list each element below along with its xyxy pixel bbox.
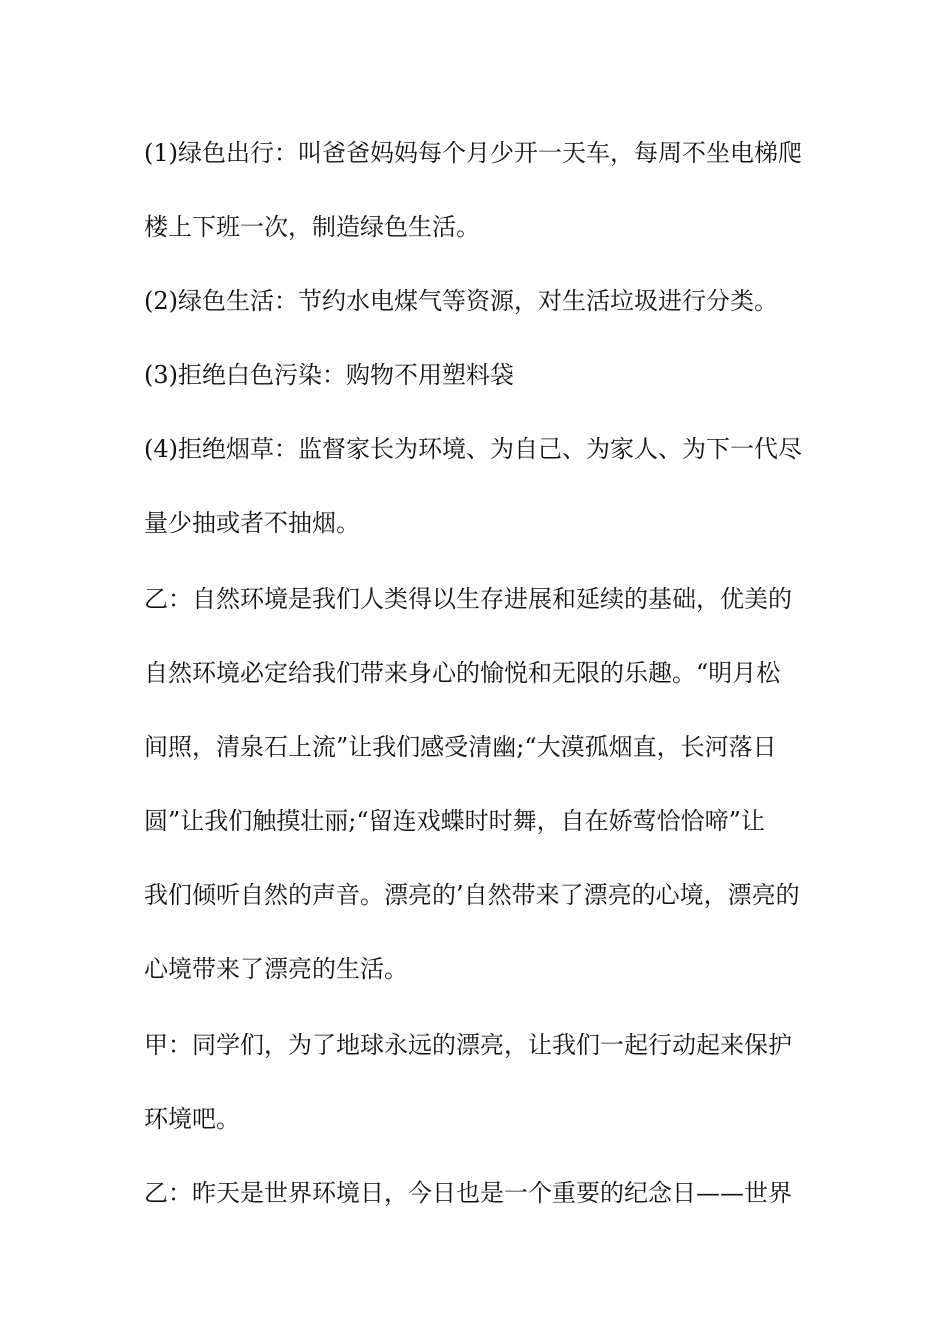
- text-line: 圆”让我们触摸壮丽;“留连戏蝶时时舞，自在娇莺恰恰啼”让: [144, 807, 765, 835]
- text-line: 间照，清泉石上流”让我们感受清幽;“大漠孤烟直，长河落日: [144, 733, 777, 761]
- text-line: (2)绿色生活：节约水电煤气等资源，对生活垃圾进行分类。: [144, 287, 778, 315]
- text-line: 乙：自然环境是我们人类得以生存进展和延续的基础，优美的: [144, 585, 792, 613]
- text-line: 心境带来了漂亮的生活。: [144, 955, 408, 983]
- text-line: 量少抽或者不抽烟。: [144, 509, 360, 537]
- text-line: (1)绿色出行：叫爸爸妈妈每个月少开一天车，每周不坐电梯爬: [144, 139, 802, 167]
- text-line: 甲：同学们，为了地球永远的漂亮，让我们一起行动起来保护: [144, 1031, 792, 1059]
- text-line: 自然环境必定给我们带来身心的愉悦和无限的乐趣。“明月松: [144, 659, 781, 687]
- text-line: 环境吧。: [144, 1105, 240, 1133]
- text-line: 我们倾听自然的声音。漂亮的’自然带来了漂亮的心境，漂亮的: [144, 881, 800, 909]
- text-line: 楼上下班一次，制造绿色生活。: [144, 213, 480, 241]
- text-line: (3)拒绝白色污染：购物不用塑料袋: [144, 361, 514, 389]
- text-line: 乙：昨天是世界环境日，今日也是一个重要的纪念日——世界: [144, 1179, 792, 1207]
- text-line: (4)拒绝烟草：监督家长为环境、为自己、为家人、为下一代尽: [144, 435, 802, 463]
